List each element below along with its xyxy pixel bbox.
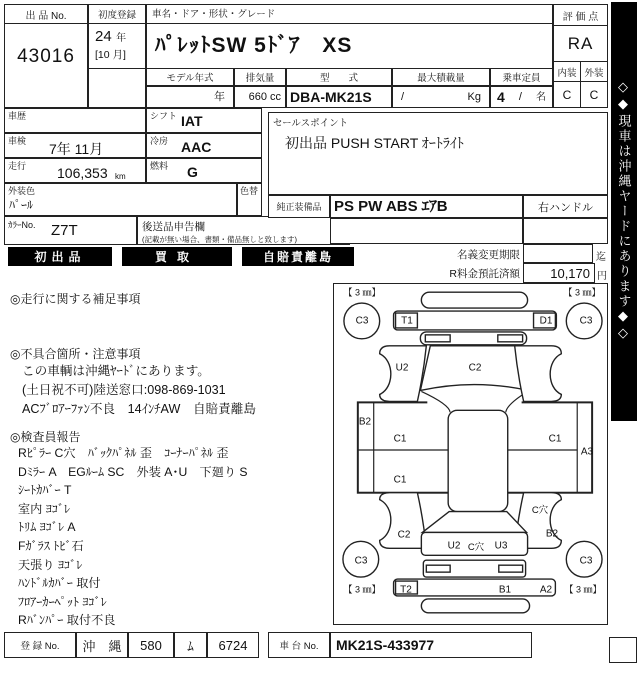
notes-line: この車輌は沖縄ﾔｰﾄﾞにあります。: [22, 364, 210, 378]
notes-section2-lines: [22, 362, 256, 418]
diagram-mark: B2: [358, 416, 372, 428]
diagram-mark: C2: [397, 529, 411, 541]
max-load-header: 最大積載量: [392, 68, 490, 86]
diagram-mark: A2: [539, 584, 553, 596]
fuel-label: 燃料: [150, 161, 169, 171]
deposit-value-box: 10,170: [523, 263, 595, 283]
capacity-unit: 名: [535, 92, 546, 103]
transfer-deadline-label: 名義変更期限: [457, 249, 520, 261]
first-reg-header: 初度登録: [88, 4, 146, 24]
first-reg-year: 24: [95, 28, 112, 45]
transfer-deadline-suffix: 迄: [596, 252, 606, 263]
chassis-label: 車 台 No.: [268, 632, 330, 658]
deposit-label: R料金預託済額: [449, 268, 520, 280]
car-name-header: 車名・ドア・形状・グレード: [146, 4, 553, 24]
history-label: 車歴: [8, 111, 27, 121]
report-line: ﾄﾘﾑ ﾖｺﾞﾚ A: [18, 520, 76, 535]
diagram-mark: B1: [498, 584, 512, 596]
max-load-value: [392, 86, 490, 108]
auction-no-cell: [4, 23, 88, 108]
diagram-mark: C3: [579, 315, 593, 327]
inspector-report-lines: [18, 444, 248, 630]
ac-cell: [146, 133, 262, 158]
car-diagram-box: [333, 283, 608, 625]
color-no-label: ｶﾗｰNo.: [8, 220, 36, 230]
diagram-mark: C3: [355, 315, 369, 327]
reg-kana: ﾑ: [174, 632, 207, 658]
report-line: 天張り ﾖｺﾞﾚ: [18, 557, 83, 572]
inspection-value: 7年 11月: [49, 141, 104, 157]
displacement-header: 排気量: [234, 68, 286, 86]
equipment-label: 純正装備品: [268, 195, 330, 218]
badge-buyout: 買取: [122, 247, 232, 266]
color-no-cell: [4, 216, 137, 245]
shift-cell: [146, 108, 262, 133]
mileage-unit: km: [115, 172, 126, 181]
reg-class: 580: [128, 632, 174, 658]
diagram-mark: B2: [545, 528, 559, 540]
diagram-mark: 【 3 ㎜】: [343, 584, 381, 595]
diagram-mark: 【 3 ㎜】: [563, 287, 601, 298]
diagram-mark: U3: [494, 540, 508, 552]
mileage-cell: [4, 158, 146, 183]
sales-point-value: 初出品 PUSH START ｵｰﾄﾗｲﾄ: [285, 135, 464, 151]
max-load-unit: Kg: [467, 91, 481, 103]
diagram-mark: 【 3 ㎜】: [343, 287, 381, 298]
sales-point-label: セールスポイント: [273, 118, 349, 129]
handle-extra-cell: [523, 218, 608, 244]
report-line: ﾊﾝﾄﾞﾙｶﾊﾞｰ 取付: [18, 576, 101, 591]
interior-header: 内装: [553, 61, 581, 82]
mileage-value: 106,353: [57, 165, 108, 181]
equipment-value: PS PW ABS ｴｱB: [330, 195, 523, 218]
notes-line: ACﾌﾞﾛｱｰﾌｧﾝ不良 14ｲﾝﾁAW 自賠責離島: [22, 401, 256, 416]
shift-value: IAT: [181, 113, 203, 129]
reg-region: 沖 縄: [76, 632, 128, 658]
ext-color-label: 外装色: [8, 186, 36, 196]
color-change-label: 色替: [240, 186, 259, 196]
auction-no-header: 出 品 No.: [4, 4, 88, 24]
sales-point-cell: [268, 112, 608, 195]
diagram-mark: 【 3 ㎜】: [564, 584, 602, 595]
score-header: 評 価 点: [553, 4, 608, 26]
badge-insurance-island: 自賠責離島: [242, 247, 354, 266]
handle-cell: 右ハンドル: [523, 195, 608, 218]
diagram-mark: C3: [354, 555, 368, 567]
later-items-note: (記載が無い場合、書類・備品無しと致します): [142, 235, 297, 244]
notes-section3-title: ◎検査員報告: [10, 430, 81, 444]
first-reg-cell: [88, 23, 146, 69]
reg-number: 6724: [207, 632, 259, 658]
model-code-value: DBA-MK21S: [286, 86, 392, 108]
equipment-extra-cell: [330, 218, 523, 244]
transfer-deadline-box: [523, 244, 593, 263]
exterior-grade: C: [580, 81, 608, 108]
car-diagram-labels: [334, 284, 607, 624]
shift-label: シフト: [150, 111, 178, 121]
score-value: RA: [553, 25, 608, 62]
deposit-unit: 円: [597, 271, 607, 282]
reg-no-label: 登 録 No.: [4, 632, 76, 658]
corner-empty-box: [609, 637, 637, 663]
ext-color-value: ﾊﾟｰﾙ: [9, 198, 34, 212]
okinawa-yard-banner: ◇◆現車は沖縄ヤードにあります◆◇: [611, 2, 637, 421]
max-load-slash: /: [401, 91, 405, 103]
diagram-mark: C穴: [531, 505, 549, 516]
report-line: Dﾐﾗｰ A EGﾙｰﾑ SC 外装 A･U 下廻り S: [18, 464, 248, 479]
ext-color-cell: [4, 183, 237, 216]
report-line: ｼｰﾄｶﾊﾞｰ T: [18, 483, 72, 498]
fuel-cell: [146, 158, 262, 183]
model-year-header: モデル年式: [146, 68, 234, 86]
color-change-cell: [237, 183, 262, 216]
later-items-cell: [137, 216, 350, 245]
diagram-mark: C1: [393, 474, 407, 486]
color-no-value: Z7T: [51, 222, 78, 239]
interior-grade: C: [553, 81, 581, 108]
ac-value: AAC: [181, 139, 212, 155]
capacity-header: 乗車定員: [490, 68, 553, 86]
diagram-mark: U2: [447, 540, 461, 552]
car-name-value: ﾊﾟﾚｯﾄSW 5ﾄﾞｱ XS: [146, 23, 553, 69]
diagram-mark: C穴: [467, 542, 485, 553]
diagram-mark: C3: [579, 555, 593, 567]
later-items-label: 後送品申告欄: [142, 221, 205, 233]
diagram-mark: T1: [401, 315, 413, 327]
badge-first-listing: 初出品: [8, 247, 112, 266]
diagram-mark: U2: [395, 362, 409, 374]
report-line: Rﾊﾞﾝﾊﾟｰ 取付不良: [18, 613, 116, 628]
first-reg-year-unit: 年: [116, 33, 127, 44]
first-reg-empty-cell: [88, 68, 146, 108]
inspection-label: 車検: [8, 136, 27, 146]
diagram-mark: C1: [393, 433, 407, 445]
inspection-cell: [4, 133, 146, 158]
model-code-header: 型 式: [286, 68, 392, 86]
notes-line: (土日祝不可)陸送窓口:098-869-1031: [22, 382, 226, 397]
capacity-num: 4: [497, 89, 505, 105]
diagram-mark: C2: [468, 362, 482, 374]
mileage-label: 走行: [8, 161, 27, 171]
exterior-header: 外装: [580, 61, 608, 82]
fuel-value: G: [187, 164, 198, 180]
chassis-value: MK21S-433977: [330, 632, 532, 658]
auction-no-value: 43016: [17, 46, 75, 67]
ac-label: 冷房: [150, 136, 169, 146]
diagram-mark: D1: [539, 315, 553, 327]
diagram-mark: C1: [548, 433, 562, 445]
capacity-value: [490, 86, 553, 108]
notes-section1-title: ◎走行に関する補足事項: [10, 292, 141, 306]
displacement-value: 660 cc: [234, 86, 286, 108]
report-line: ﾌﾛｱｰｶｰﾍﾟｯﾄ ﾖｺﾞﾚ: [18, 594, 107, 609]
report-line: Fｶﾞﾗｽ ﾄﾋﾞ石: [18, 538, 84, 553]
report-line: Rﾋﾟﾗｰ C穴 ﾊﾞｯｸﾊﾟﾈﾙ 歪 ｺｰﾅｰﾊﾟﾈﾙ 歪: [18, 446, 229, 460]
diagram-mark: A3: [580, 446, 594, 458]
report-line: 室内 ﾖｺﾞﾚ: [18, 501, 71, 516]
notes-section2-title: ◎不具合箇所・注意事項: [10, 347, 141, 361]
capacity-slash: /: [518, 91, 522, 103]
model-year-value: 年: [146, 86, 234, 108]
diagram-mark: T2: [400, 584, 412, 596]
first-reg-month: [10 月]: [95, 49, 126, 61]
